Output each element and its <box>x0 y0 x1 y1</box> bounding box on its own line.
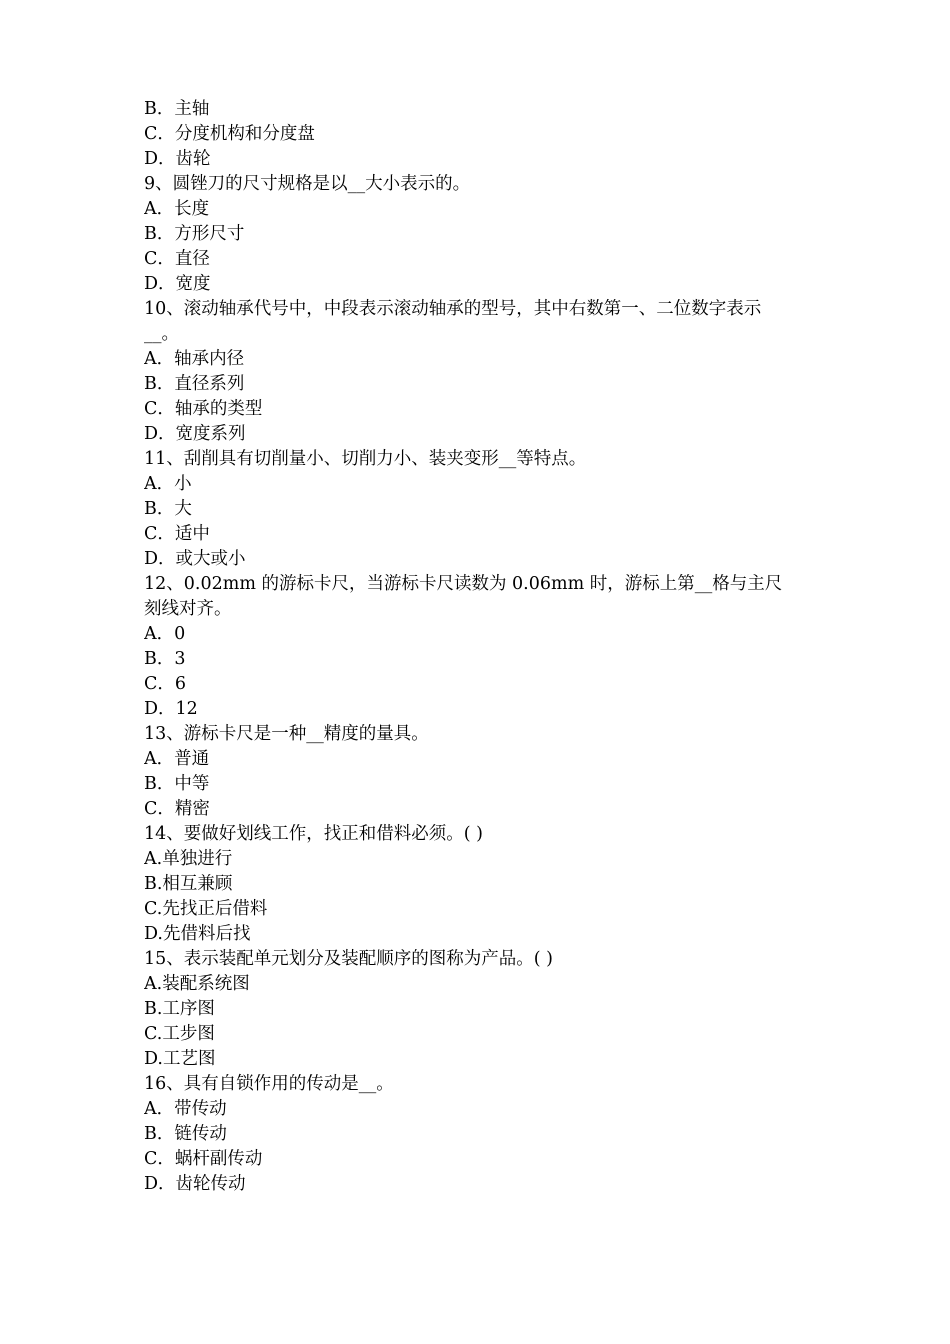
option-line: B．3 <box>144 649 186 669</box>
question-line: 9、圆锉刀的尺寸规格是以__大小表示的。 <box>144 174 471 194</box>
question-line: 10、滚动轴承代号中，中段表示滚动轴承的型号，其中右数第一、二位数字表示 <box>144 299 762 319</box>
question-line: __。 <box>144 324 179 344</box>
option-line: D．12 <box>144 699 198 719</box>
option-line: B.相互兼顾 <box>144 874 233 894</box>
option-line: D．宽度系列 <box>144 424 246 444</box>
option-line: C．分度机构和分度盘 <box>144 124 315 144</box>
question-line: 16、具有自锁作用的传动是__。 <box>144 1074 394 1094</box>
option-line: A.装配系统图 <box>144 974 250 994</box>
option-line: C．蜗杆副传动 <box>144 1149 263 1169</box>
option-line: C．6 <box>144 674 187 694</box>
question-line: 14、要做好划线工作，找正和借料必须。( ) <box>144 824 483 844</box>
option-line: A．带传动 <box>144 1099 227 1119</box>
option-line: D．齿轮传动 <box>144 1174 246 1194</box>
option-line: D．或大或小 <box>144 549 246 569</box>
option-line: A．0 <box>144 624 186 644</box>
option-line: D．齿轮 <box>144 149 211 169</box>
option-line: A．轴承内径 <box>144 349 245 369</box>
option-line: B．方形尺寸 <box>144 224 245 244</box>
question-line: 刻线对齐。 <box>144 599 232 619</box>
option-line: B．直径系列 <box>144 374 245 394</box>
question-line: 15、表示装配单元划分及装配顺序的图称为产品。( ) <box>144 949 553 969</box>
option-line: D.先借料后找 <box>144 924 251 944</box>
option-line: D.工艺图 <box>144 1049 216 1069</box>
option-line: C.工步图 <box>144 1024 215 1044</box>
option-line: C．适中 <box>144 524 210 544</box>
option-line: C．轴承的类型 <box>144 399 263 419</box>
question-line: 13、游标卡尺是一种__精度的量具。 <box>144 724 429 744</box>
option-line: D．宽度 <box>144 274 211 294</box>
question-line: 11、刮削具有切削量小、切削力小、装夹变形__等特点。 <box>144 449 587 469</box>
option-line: C.先找正后借料 <box>144 899 268 919</box>
option-line: A．小 <box>144 474 192 494</box>
option-line: B．大 <box>144 499 192 519</box>
option-line: A．普通 <box>144 749 210 769</box>
option-line: A.单独进行 <box>144 849 233 869</box>
option-line: A．长度 <box>144 199 210 219</box>
option-line: C．直径 <box>144 249 210 269</box>
page-content <box>144 97 824 1197</box>
option-line: B．链传动 <box>144 1124 227 1144</box>
question-line: 12、0.02mm 的游标卡尺，当游标卡尺读数为 0.06mm 时，游标上第__格与主尺 <box>144 574 783 594</box>
option-line: B．主轴 <box>144 99 210 119</box>
option-line: B.工序图 <box>144 999 215 1019</box>
option-line: C．精密 <box>144 799 210 819</box>
option-line: B．中等 <box>144 774 210 794</box>
